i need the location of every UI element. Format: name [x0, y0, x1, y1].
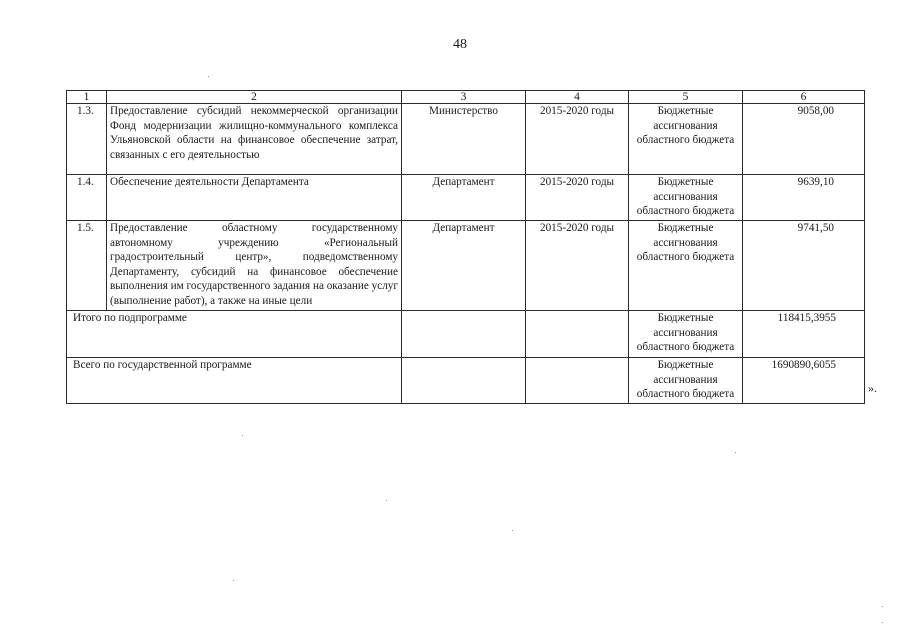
amount: 9058,00 — [743, 104, 865, 175]
subtotal-row — [67, 311, 865, 358]
period: 2015-2020 годы — [526, 104, 629, 175]
period: 2015-2020 годы — [526, 175, 629, 221]
scan-speck — [386, 500, 387, 501]
empty-cell — [402, 358, 526, 404]
empty-cell — [402, 311, 526, 358]
page-number: 48 — [453, 37, 467, 52]
funding-source: Бюджетные ассигнования областного бюджета — [629, 311, 743, 358]
funding-source: Бюджетные ассигнования областного бюджета — [629, 221, 743, 311]
subtotal-label: Итого по подпрограмме — [67, 311, 402, 358]
header-col-4: 4 — [526, 91, 629, 104]
header-col-5: 5 — [629, 91, 743, 104]
scan-speck — [512, 530, 513, 531]
subtotal-amount: 118415,3955 — [743, 311, 865, 358]
table-row — [67, 221, 865, 311]
executor: Департамент — [402, 221, 526, 311]
total-row — [67, 358, 865, 404]
funding-source: Бюджетные ассигнования областного бюджета — [629, 358, 743, 404]
scan-speck — [242, 435, 243, 436]
empty-cell — [526, 358, 629, 404]
executor: Департамент — [402, 175, 526, 221]
funding-source: Бюджетные ассигнования областного бюджета — [629, 104, 743, 175]
amount: 9741,50 — [743, 221, 865, 311]
executor: Министерство — [402, 104, 526, 175]
scan-speck — [882, 622, 883, 623]
budget-table — [66, 90, 865, 404]
scan-speck — [882, 606, 883, 607]
header-col-3: 3 — [402, 91, 526, 104]
row-number: 1.5. — [67, 221, 107, 311]
header-row — [67, 91, 865, 104]
header-col-6: 6 — [743, 91, 865, 104]
scan-speck — [233, 580, 234, 581]
header-col-1: 1 — [67, 91, 107, 104]
measure-name: Обеспечение деятельности Департамента — [107, 175, 402, 221]
measure-name: Предоставление субсидий некоммерческой организации Фонд модернизации жилищно-коммунального комплекса Ульяновской области на финансовое обеспечение затрат, связанных с его деятельностью — [107, 104, 402, 175]
row-number: 1.4. — [67, 175, 107, 221]
total-label: Всего по государственной программе — [67, 358, 402, 404]
funding-source: Бюджетные ассигнования областного бюджета — [629, 175, 743, 221]
measure-name: Предоставление областному государственному автономному учреждению «Региональный градостроительный центр», подведомственному Департаменту, субсидий на финансовое обеспечение выполнения им государственного задания на оказание услуг (выполнение работ), а также на иные цели — [107, 221, 402, 311]
period: 2015-2020 годы — [526, 221, 629, 311]
empty-cell — [526, 311, 629, 358]
table-row — [67, 175, 865, 221]
scan-speck — [735, 452, 736, 453]
amount: 9639,10 — [743, 175, 865, 221]
table-row — [67, 104, 865, 175]
row-number: 1.3. — [67, 104, 107, 175]
scan-speck — [208, 76, 209, 77]
header-col-2: 2 — [107, 91, 402, 104]
closing-quote: ». — [868, 381, 877, 395]
total-amount: 1690890,6055 — [743, 358, 865, 404]
